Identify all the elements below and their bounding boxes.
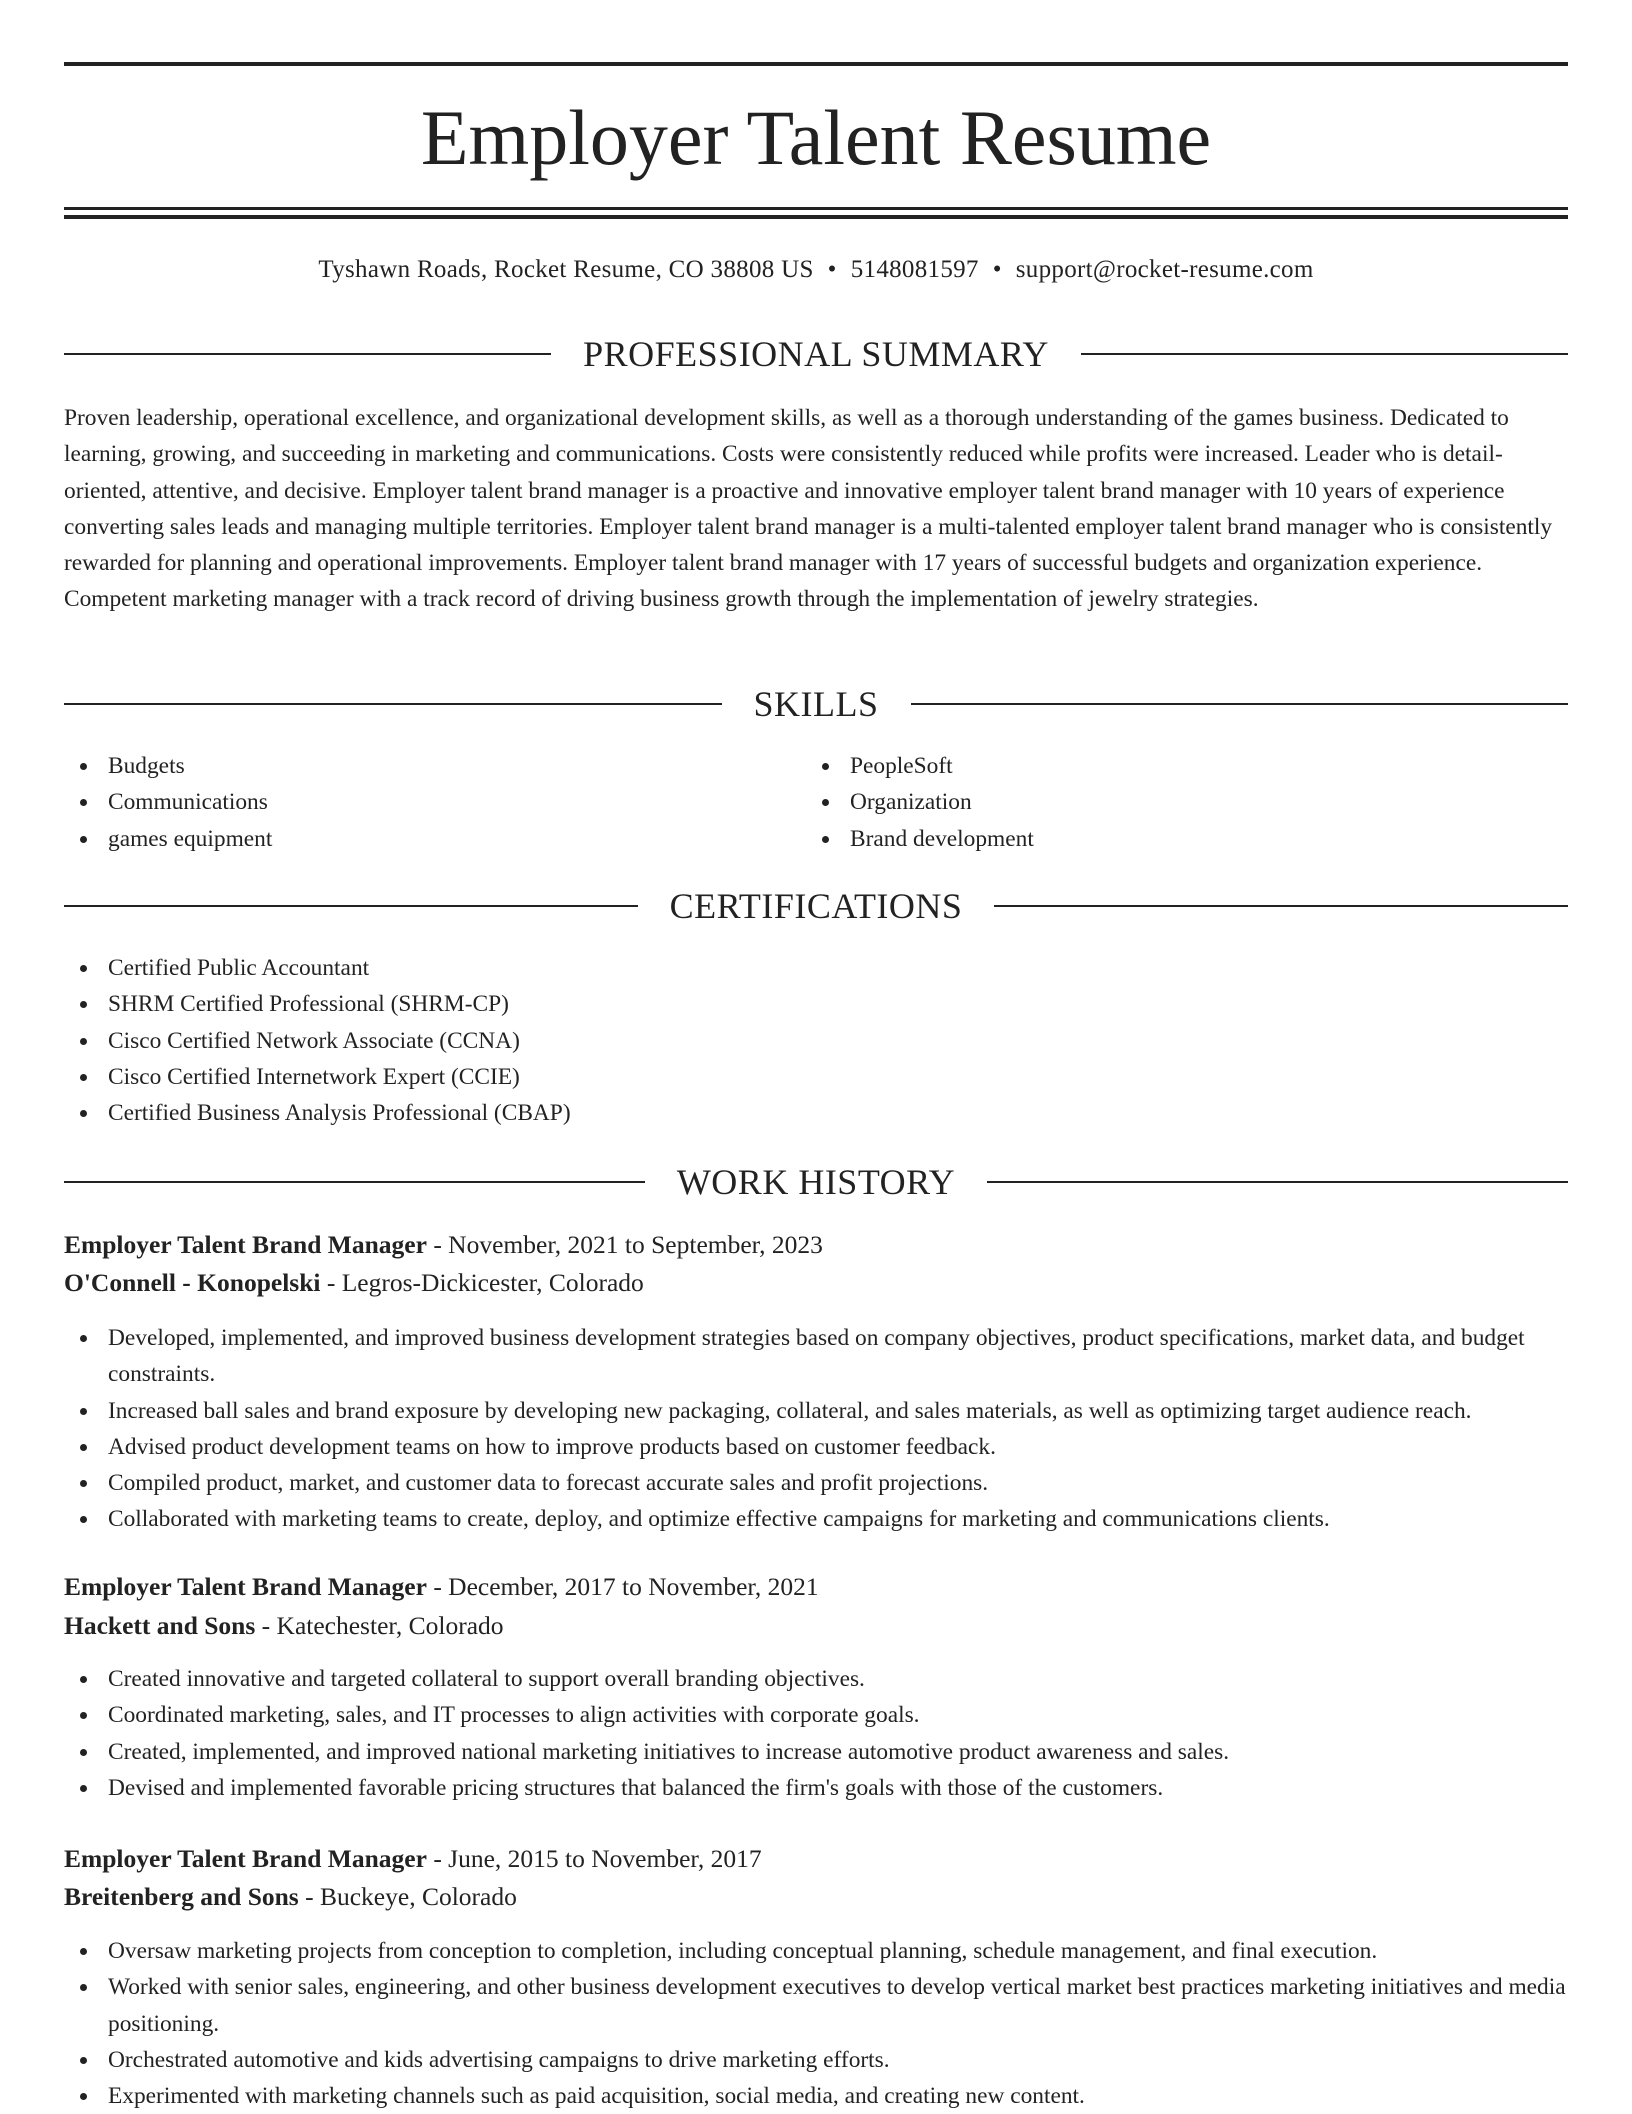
certification-item: SHRM Certified Professional (SHRM-CP) bbox=[64, 986, 1568, 1022]
job-location: - Legros-Dickicester, Colorado bbox=[320, 1268, 644, 1297]
heading-rule bbox=[64, 905, 638, 907]
skill-item: Budgets bbox=[64, 748, 804, 784]
skill-item: Organization bbox=[806, 784, 1546, 820]
job-bullet: Devised and implemented favorable pricing structures that balanced the firm's goals with those of the customers. bbox=[64, 1770, 1568, 1806]
job-bullet: Orchestrated automotive and kids advertising campaigns to drive marketing efforts. bbox=[64, 2042, 1568, 2078]
job-title: Employer Talent Brand Manager bbox=[64, 1230, 427, 1259]
section-heading-label: CERTIFICATIONS bbox=[669, 886, 963, 926]
skills-list-left bbox=[64, 748, 804, 857]
job-company-line bbox=[64, 1607, 1568, 1645]
job-title-line bbox=[64, 1840, 1568, 1878]
job-bullet: Oversaw marketing projects from conception to completion, including conceptual planning, schedule management, and final execution. bbox=[64, 1933, 1568, 1969]
contact-separator: • bbox=[827, 256, 837, 283]
skills-list-right bbox=[806, 748, 1546, 857]
top-rule bbox=[64, 62, 1568, 66]
contact-line bbox=[64, 252, 1568, 288]
contact-email: support@rocket-resume.com bbox=[1015, 256, 1314, 283]
certifications-list bbox=[64, 950, 1568, 1131]
job-location: - Katechester, Colorado bbox=[255, 1611, 504, 1640]
job-company-line bbox=[64, 1264, 1568, 1302]
heading-rule bbox=[64, 353, 551, 355]
certification-item: Certified Business Analysis Professional (CBAP) bbox=[64, 1095, 1568, 1131]
heading-rule bbox=[64, 703, 722, 705]
job-bullet: Created, implemented, and improved national marketing initiatives to increase automotive product awareness and sales. bbox=[64, 1734, 1568, 1770]
heading-rule bbox=[64, 1181, 645, 1183]
job-bullets bbox=[64, 1320, 1568, 1538]
heading-rule bbox=[994, 905, 1568, 907]
section-heading-label: PROFESSIONAL SUMMARY bbox=[583, 334, 1049, 374]
job-title-line bbox=[64, 1226, 1568, 1264]
job-location: - Buckeye, Colorado bbox=[298, 1882, 517, 1911]
title-double-rule bbox=[64, 207, 1568, 219]
contact-phone: 5148081597 bbox=[850, 256, 979, 283]
section-heading-skills bbox=[64, 682, 1568, 726]
skill-item: PeopleSoft bbox=[806, 748, 1546, 784]
section-heading-label: WORK HISTORY bbox=[676, 1162, 956, 1202]
job-bullets bbox=[64, 1933, 1568, 2114]
certification-item: Certified Public Accountant bbox=[64, 950, 1568, 986]
job-bullet: Worked with senior sales, engineering, and other business development executives to develop vertical market best practices marketing initiatives and media positioning. bbox=[64, 1969, 1568, 2042]
job-title: Employer Talent Brand Manager bbox=[64, 1844, 427, 1873]
job-company: Breitenberg and Sons bbox=[64, 1882, 299, 1911]
contact-address: Tyshawn Roads, Rocket Resume, CO 38808 US bbox=[318, 256, 814, 283]
certification-item: Cisco Certified Internetwork Expert (CCIE) bbox=[64, 1059, 1568, 1095]
job-bullet: Compiled product, market, and customer data to forecast accurate sales and profit projections. bbox=[64, 1465, 1568, 1501]
job-dates: - June, 2015 to November, 2017 bbox=[426, 1844, 762, 1873]
section-heading-label: SKILLS bbox=[753, 684, 879, 724]
section-heading-work-history bbox=[64, 1160, 1568, 1204]
section-heading-summary bbox=[64, 332, 1568, 376]
skill-item: games equipment bbox=[64, 821, 804, 857]
heading-rule bbox=[1081, 353, 1568, 355]
contact-separator: • bbox=[992, 256, 1002, 283]
job-company: O'Connell - Konopelski bbox=[64, 1268, 321, 1297]
job-bullet: Developed, implemented, and improved business development strategies based on company objectives, product specifications, market data, and budget constraints. bbox=[64, 1320, 1568, 1393]
skill-item: Brand development bbox=[806, 821, 1546, 857]
job-title-line bbox=[64, 1568, 1568, 1606]
heading-rule bbox=[987, 1181, 1568, 1183]
job-bullet: Coordinated marketing, sales, and IT processes to align activities with corporate goals. bbox=[64, 1697, 1568, 1733]
section-heading-certifications bbox=[64, 884, 1568, 928]
job-bullets bbox=[64, 1661, 1568, 1806]
job-company-line bbox=[64, 1878, 1568, 1916]
summary-text: Proven leadership, operational excellence, and organizational development skills, as well as a thorough understanding of the games business. Dedicated to learning, growing, and succeeding in marketing and communications. Costs were consistently reduced while profits were increased. Leader who is detail-oriented, attentive, and decisive. Employer talent brand manager is a proactive and innovative employer talent brand manager with 10 years of experience converting sales leads and managing multiple territories. Employer talent brand manager is a multi-talented employer talent brand manager who is consistently rewarded for planning and operational improvements. Employer talent brand manager with 17 years of successful budgets and organization experience. Competent marketing manager with a track record of driving business growth through the implementation of jewelry strategies. bbox=[64, 405, 1553, 613]
skill-item: Communications bbox=[64, 784, 804, 820]
job-bullet: Collaborated with marketing teams to create, deploy, and optimize effective campaigns for marketing and communications clients. bbox=[64, 1501, 1568, 1537]
resume-title: Employer Talent Resume bbox=[420, 94, 1212, 181]
job-dates: - November, 2021 to September, 2023 bbox=[426, 1230, 823, 1259]
certification-item: Cisco Certified Network Associate (CCNA) bbox=[64, 1023, 1568, 1059]
job-bullet: Created innovative and targeted collateral to support overall branding objectives. bbox=[64, 1661, 1568, 1697]
job-dates: - December, 2017 to November, 2021 bbox=[426, 1572, 819, 1601]
job-company: Hackett and Sons bbox=[64, 1611, 256, 1640]
job-bullet: Advised product development teams on how to improve products based on customer feedback. bbox=[64, 1429, 1568, 1465]
heading-rule bbox=[911, 703, 1569, 705]
job-bullet: Increased ball sales and brand exposure by developing new packaging, collateral, and sales materials, as well as optimizing target audience reach. bbox=[64, 1393, 1568, 1429]
job-bullet: Experimented with marketing channels such as paid acquisition, social media, and creating new content. bbox=[64, 2078, 1568, 2114]
job-title: Employer Talent Brand Manager bbox=[64, 1572, 427, 1601]
